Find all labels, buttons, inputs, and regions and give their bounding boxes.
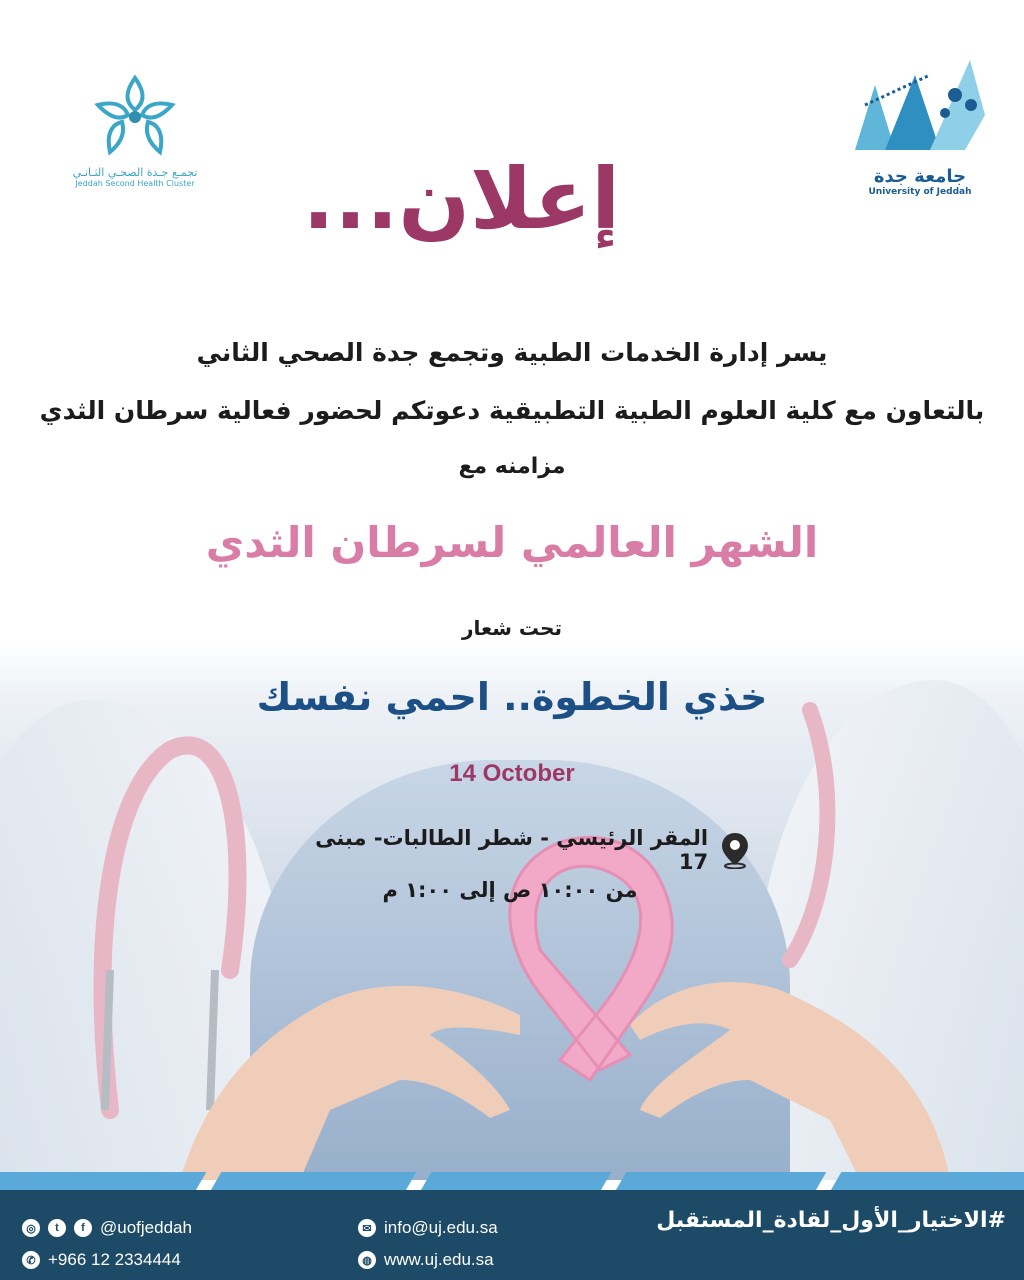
announcement-heading: إعلان... (302, 150, 620, 248)
cluster-star-logo (90, 70, 180, 160)
social-handle[interactable]: @uofjeddah (100, 1218, 192, 1237)
phone-number[interactable]: +966 12 2334444 (48, 1250, 181, 1269)
cluster-name-ar: تجمـع جـدة الصحـي الثـانـي (72, 166, 198, 179)
footer-hashtag: #الاختيار_الأول_لقادة_المستقبل (656, 1208, 1006, 1233)
event-date: 14 October (449, 760, 575, 787)
university-name-en: University of Jeddah (868, 187, 972, 197)
venue-text: المقر الرئيسي - شطر الطالبات- مبنى 17 (315, 826, 709, 874)
invitation-line-3: مزامنه مع (458, 454, 566, 479)
stethoscope (103, 745, 238, 1110)
slogan: خذي الخطوة.. احمي نفسك (256, 675, 768, 719)
cluster-name-en: Jeddah Second Health Cluster (75, 179, 195, 188)
web-icon: ◍ (358, 1251, 376, 1269)
event-time: من ١٠:٠٠ ص إلى ١:٠٠ م (382, 878, 638, 902)
location-pin-icon (720, 831, 750, 869)
venue-row (280, 826, 750, 874)
background-photo (0, 640, 1024, 1180)
photo-illustration (0, 640, 1024, 1180)
website-row (358, 1250, 494, 1270)
email-icon: ✉ (358, 1219, 376, 1237)
under-slogan-label: تحت شعار (461, 616, 563, 640)
email-address[interactable]: info@uj.edu.sa (384, 1218, 498, 1237)
jeddah-second-health-cluster-logo (60, 70, 210, 188)
university-name-ar: جامعة جدة (873, 166, 967, 187)
left-hand (180, 986, 520, 1180)
website-url[interactable]: www.uj.edu.sa (384, 1250, 494, 1269)
right-hand (630, 982, 950, 1180)
social-row (22, 1218, 192, 1238)
facebook-icon[interactable]: f (74, 1219, 92, 1237)
email-row (358, 1218, 498, 1238)
phone-row (22, 1250, 181, 1270)
invitation-line-2: بالتعاون مع كلية العلوم الطبية التطبيقية دعوتكم لحضور فعالية سرطان الثدي (39, 396, 985, 425)
twitter-icon[interactable]: t (48, 1219, 66, 1237)
event-name: الشهر العالمي لسرطان الثدي (205, 518, 819, 567)
uj-logo (845, 55, 995, 160)
university-of-jeddah-logo (840, 55, 1000, 197)
phone-icon: ✆ (22, 1251, 40, 1269)
instagram-icon[interactable]: ◎ (22, 1219, 40, 1237)
invitation-line-1: يسر إدارة الخدمات الطبية وتجمع جدة الصحي الثاني (196, 338, 828, 367)
